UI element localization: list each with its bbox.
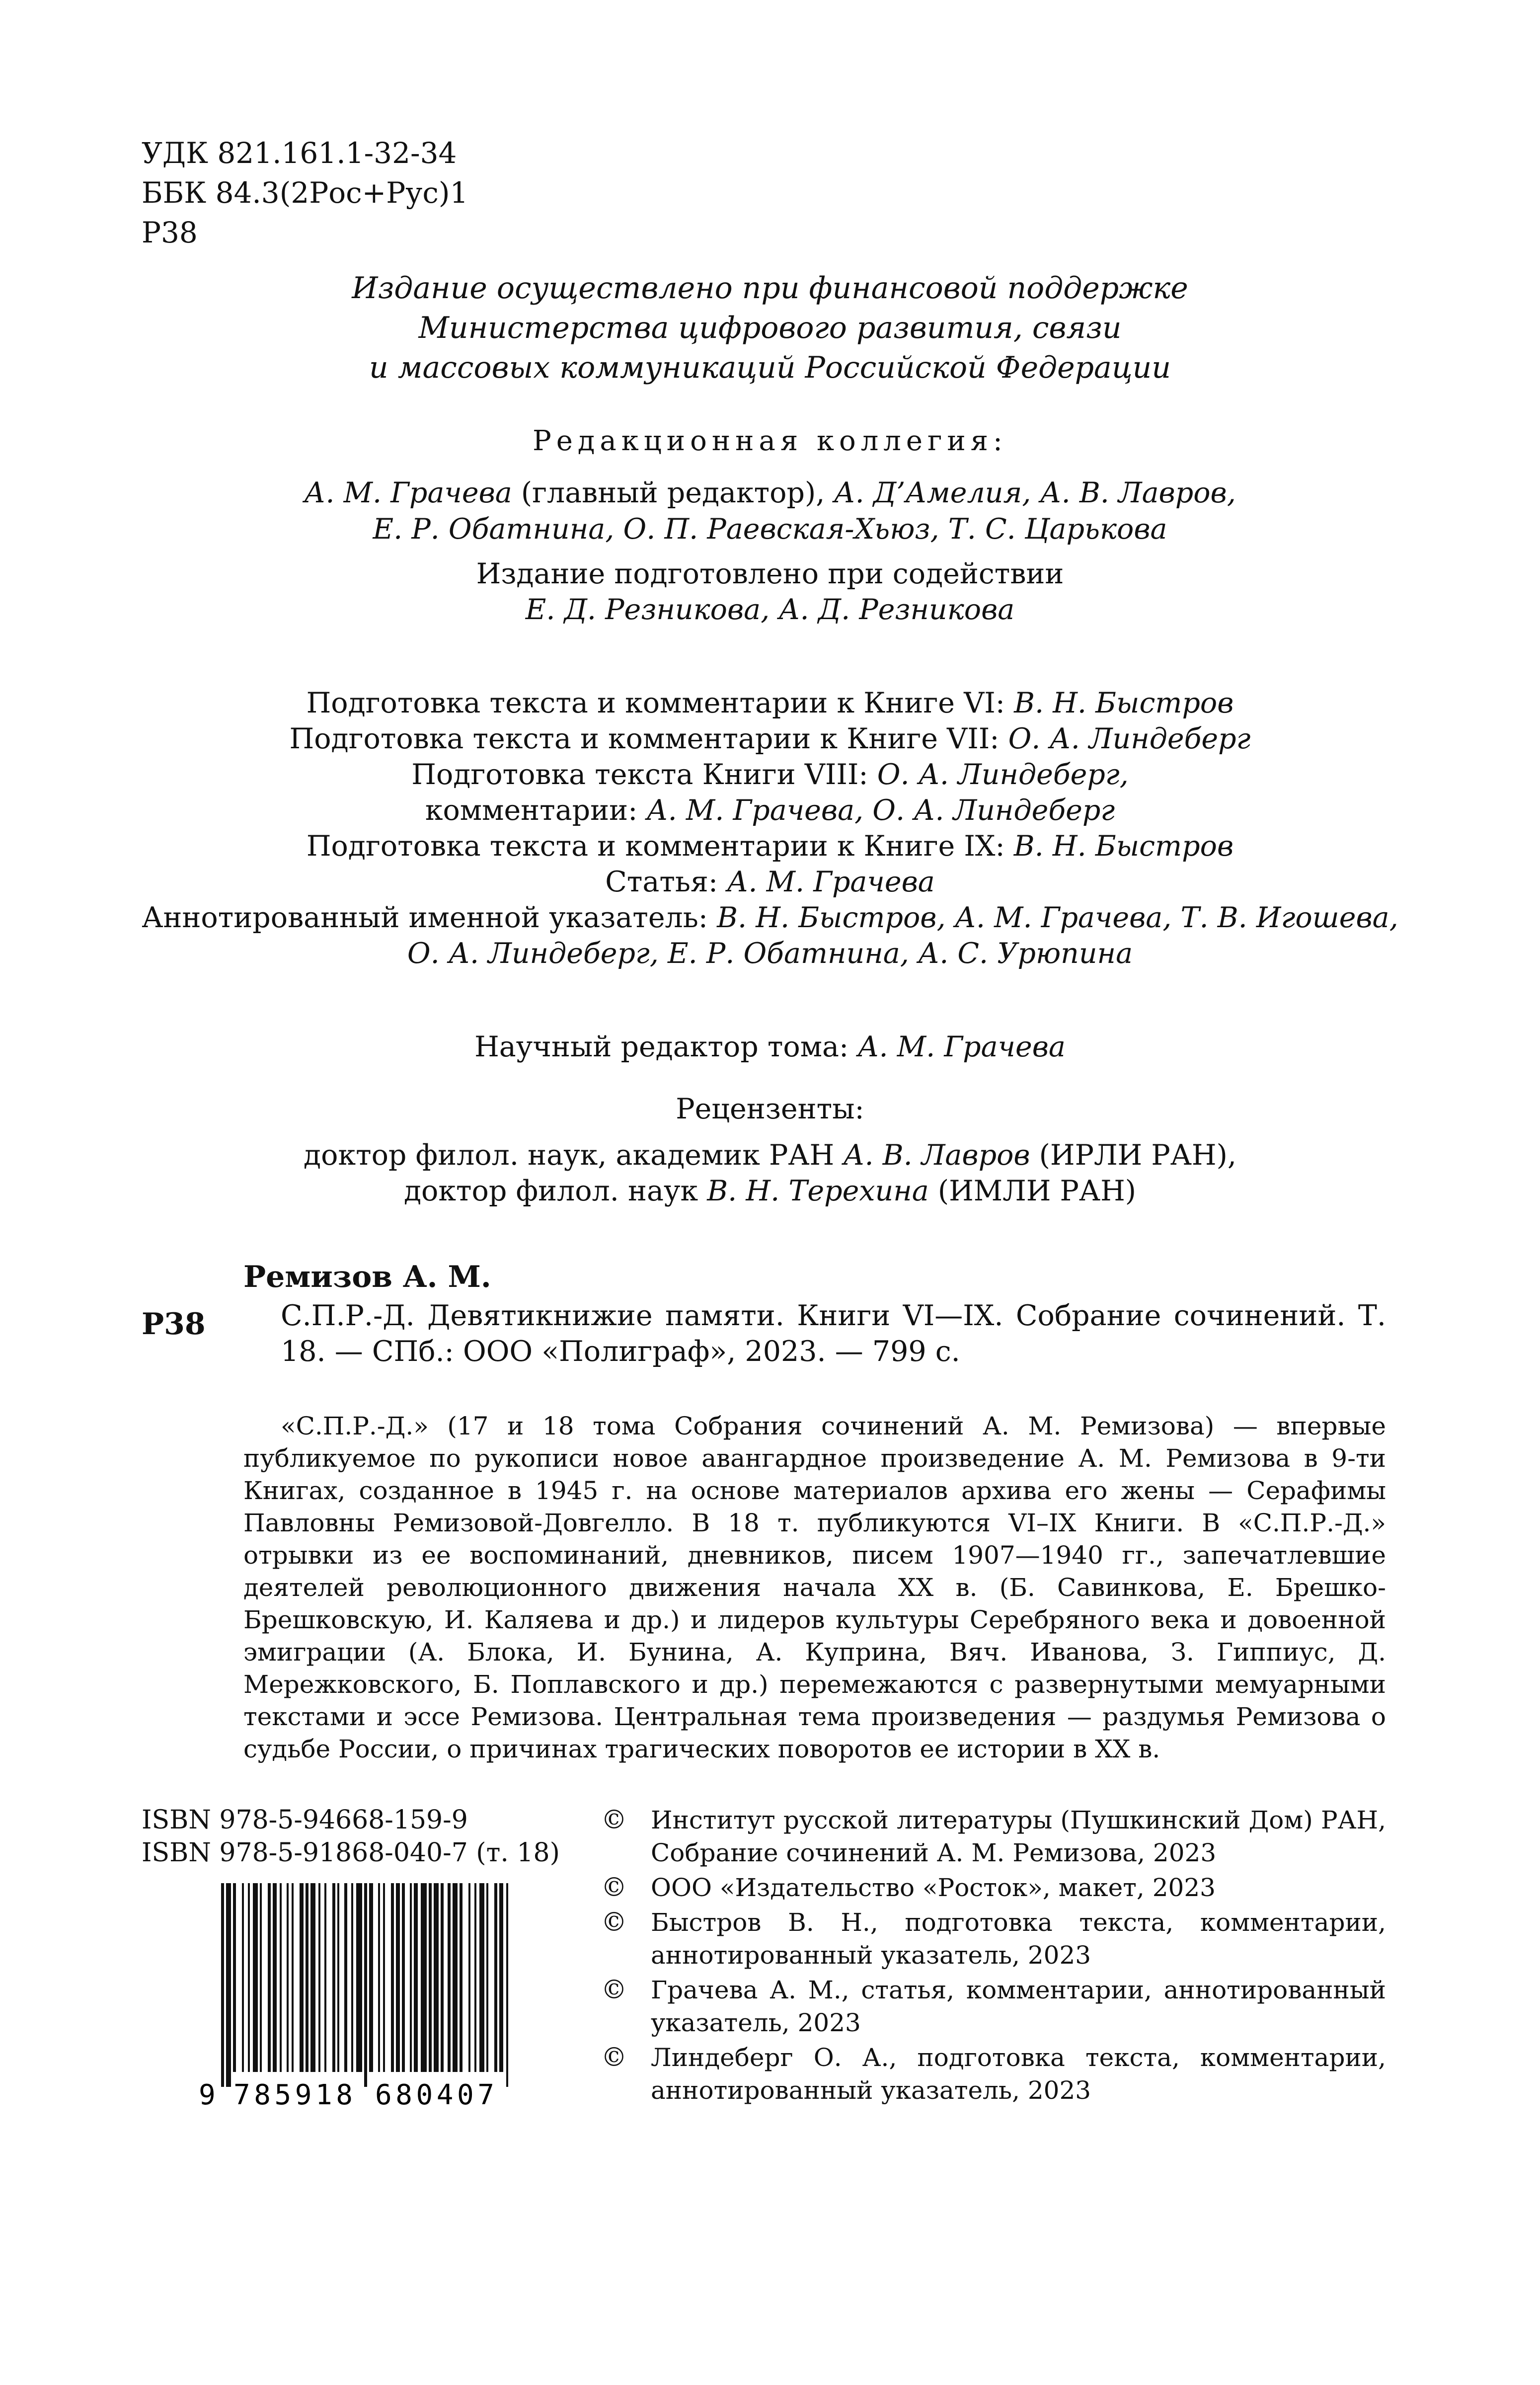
barcode-bar	[421, 1883, 427, 2072]
barcode-left-digits: 785918	[233, 2079, 353, 2111]
credit-line: Аннотированный именной указатель: В. Н. Быстров, А. М. Грачева, Т. В. Игошева,	[142, 901, 1398, 934]
barcode-bar	[260, 1883, 262, 2072]
barcode-bar	[479, 1883, 484, 2072]
barcode-bar	[434, 1883, 439, 2072]
isbn-block	[142, 1804, 560, 1869]
reviewer-line: доктор филол. наук В. Н. Терехина (ИМЛИ РАН)	[403, 1175, 1137, 1207]
barcode-bar	[253, 1883, 258, 2072]
record-bibliographic-description: С.П.Р.-Д. Девятикнижие памяти. Книги VI—IX. Собрание сочинений. Т. 18. — СПб.: ООО «Полиграф», 2023. — 799 с.	[281, 1299, 1386, 1368]
barcode-bar	[378, 1883, 380, 2072]
copyright-symbol: ©	[601, 1908, 627, 1937]
assist-names: Е. Д. Резникова, А. Д. Резникова	[525, 593, 1015, 626]
support-notice	[0, 268, 1540, 388]
editorial-board-title: Редакционная коллегия:	[533, 425, 1007, 457]
support-line: и массовых коммуникаций Российской Федерации	[369, 350, 1171, 385]
barcode-bar	[280, 1883, 282, 2072]
board-name: А. М. Грачева	[304, 477, 512, 509]
udk-code: УДК 821.161.1-32-34	[142, 136, 457, 170]
copyright-item	[601, 1871, 1386, 1904]
barcode-bar	[453, 1883, 458, 2072]
record-author: Ремизов А. М.	[243, 1260, 491, 1294]
reviewers-title: Рецензенты:	[676, 1093, 864, 1125]
barcode-bar	[226, 1883, 231, 2087]
barcode-bar	[414, 1883, 418, 2072]
scientific-editor: Научный редактор тома: А. М. Грачева	[474, 1031, 1066, 1063]
barcode	[199, 1883, 522, 2112]
barcode-bar	[300, 1883, 304, 2072]
editorial-board-line	[0, 475, 1540, 512]
barcode-bar	[402, 1883, 405, 2072]
barcode-bar	[324, 1883, 326, 2072]
barcode-bar	[351, 1883, 353, 2072]
barcode-bar	[499, 1883, 503, 2072]
credit-line: О. А. Линдеберг, Е. Р. Обатнина, А. С. Урюпина	[407, 937, 1133, 970]
barcode-bar	[410, 1883, 412, 2072]
barcode-bar	[292, 1883, 294, 2072]
barcode-bar	[506, 1883, 508, 2087]
copyright-text: ООО «Издательство «Росток», макет, 2023	[651, 1873, 1216, 1902]
barcode-bar	[429, 1883, 432, 2072]
barcode-bars	[221, 1883, 508, 2087]
reviewer-line: доктор филол. наук, академик РАН А. В. Лавров (ИРЛИ РАН),	[304, 1139, 1236, 1172]
board-names: А. Д’Амелия, А. В. Лавров,	[834, 477, 1236, 509]
copyright-block	[601, 1804, 1386, 2109]
copyright-symbol: ©	[601, 2043, 627, 2072]
barcode-bar	[306, 1883, 308, 2072]
barcode-bar	[468, 1883, 470, 2072]
barcode-bar	[396, 1883, 400, 2072]
barcode-bar	[356, 1883, 362, 2072]
barcode-bar	[344, 1883, 347, 2072]
classification-codes	[142, 133, 468, 252]
copyright-text: Линдеберг О. А., подготовка текста, комментарии, аннотированный указатель, 2023	[651, 2043, 1386, 2105]
bbk-code: ББК 84.3(2Рос+Рус)1	[142, 176, 468, 210]
copyright-text: Быстров В. Н., подготовка текста, комментарии, аннотированный указатель, 2023	[651, 1908, 1386, 1970]
barcode-bar	[369, 1883, 373, 2072]
copyright-symbol: ©	[601, 1805, 627, 1835]
barcode-bar	[474, 1883, 476, 2072]
credit-line: Подготовка текста Книги VIII: О. А. Линдеберг,	[411, 758, 1129, 791]
isbn-line: ISBN 978-5-94668-159-9	[142, 1805, 468, 1835]
copyright-item	[601, 2041, 1386, 2107]
author-sign: Р38	[142, 216, 198, 249]
barcode-first-digit: 9	[199, 2079, 216, 2111]
barcode-bar	[268, 1883, 271, 2072]
record-code: Р38	[142, 1307, 206, 1342]
barcode-right-digits: 680407	[375, 2079, 494, 2111]
barcode-bar	[448, 1883, 451, 2072]
editorial-board-line: Е. Р. Обатнина, О. П. Раевская-Хьюз, Т. С. Царькова	[373, 513, 1167, 546]
copyright-item	[601, 1974, 1386, 2039]
barcode-bar	[337, 1883, 339, 2072]
credit-line: Подготовка текста и комментарии к Книге IX: В. Н. Быстров	[306, 830, 1234, 863]
credit-line: Статья: А. М. Грачева	[605, 866, 935, 898]
copyright-text: Институт русской литературы (Пушкинский Дом) РАН, Собрание сочинений А. М. Ремизова, 2023	[651, 1806, 1386, 1867]
credit-line: Подготовка текста и комментарии к Книге VI: В. Н. Быстров	[306, 687, 1234, 719]
barcode-bar	[233, 1883, 236, 2072]
assist-label: Издание подготовлено при содействии	[476, 557, 1064, 590]
barcode-bar	[273, 1883, 277, 2072]
copyright-item	[601, 1906, 1386, 1972]
barcode-bar	[383, 1883, 385, 2072]
barcode-bar	[364, 1883, 367, 2087]
barcode-bar	[310, 1883, 315, 2072]
barcode-bar	[242, 1883, 244, 2072]
board-role: (главный редактор),	[512, 477, 834, 509]
support-line: Министерства цифрового развития, связи	[418, 311, 1122, 345]
support-line: Издание осуществлено при финансовой поддержке	[352, 271, 1188, 306]
barcode-bar	[332, 1883, 335, 2072]
copyright-text: Грачева А. М., статья, комментарии, аннотированный указатель, 2023	[651, 1976, 1386, 2037]
isbn-line: ISBN 978-5-91868-040-7 (т. 18)	[142, 1838, 560, 1868]
credit-line: комментарии: А. М. Грачева, О. А. Линдеберг	[425, 794, 1115, 827]
copyright-symbol: ©	[601, 1975, 627, 2005]
barcode-bar	[318, 1883, 320, 2072]
copyright-symbol: ©	[601, 1873, 627, 1903]
barcode-bar	[486, 1883, 488, 2072]
copyright-item	[601, 1804, 1386, 1869]
barcode-bar	[287, 1883, 289, 2072]
credit-line: Подготовка текста и комментарии к Книге VII: О. А. Линдеберг	[289, 722, 1251, 755]
barcode-bar	[248, 1883, 250, 2072]
barcode-bar	[441, 1883, 444, 2072]
barcode-bar	[494, 1883, 497, 2072]
record-annotation: «С.П.Р.-Д.» (17 и 18 тома Собрания сочинений А. М. Ремизова) — впервые публикуемое по рукописи новое авангардное произведение А. М. Ремизова в 9-ти Книгах, созданное в 1945 г. на основе материалов архива его жены — Серафимы Павловны Ремизовой-Довгелло. В 18 т. публикуются VI–IX Книги. В «С.П.Р.-Д.» отрывки из ее воспоминаний, дневников, писем 1907—1940 гг., запечатлевшие деятелей революционного движения начала XX в. (Б. Савинкова, Е. Брешко-Брешковскую, И. Каляева и др.) и лидеров культуры Серебряного века и довоенной эмиграции (А. Блока, И. Бунина, А. Куприна, Вяч. Иванова, З. Гиппиус, Д. Мережковского, Б. Поплавского и др.) перемежаются с развернутыми мемуарными текстами и эссе Ремизова. Центральная тема произведения — раздумья Ремизова о судьбе России, о причинах трагических поворотов ее истории в XX в.	[243, 1412, 1386, 1763]
barcode-bar	[460, 1883, 462, 2072]
barcode-bar	[391, 1883, 394, 2072]
barcode-bar	[221, 1883, 224, 2087]
